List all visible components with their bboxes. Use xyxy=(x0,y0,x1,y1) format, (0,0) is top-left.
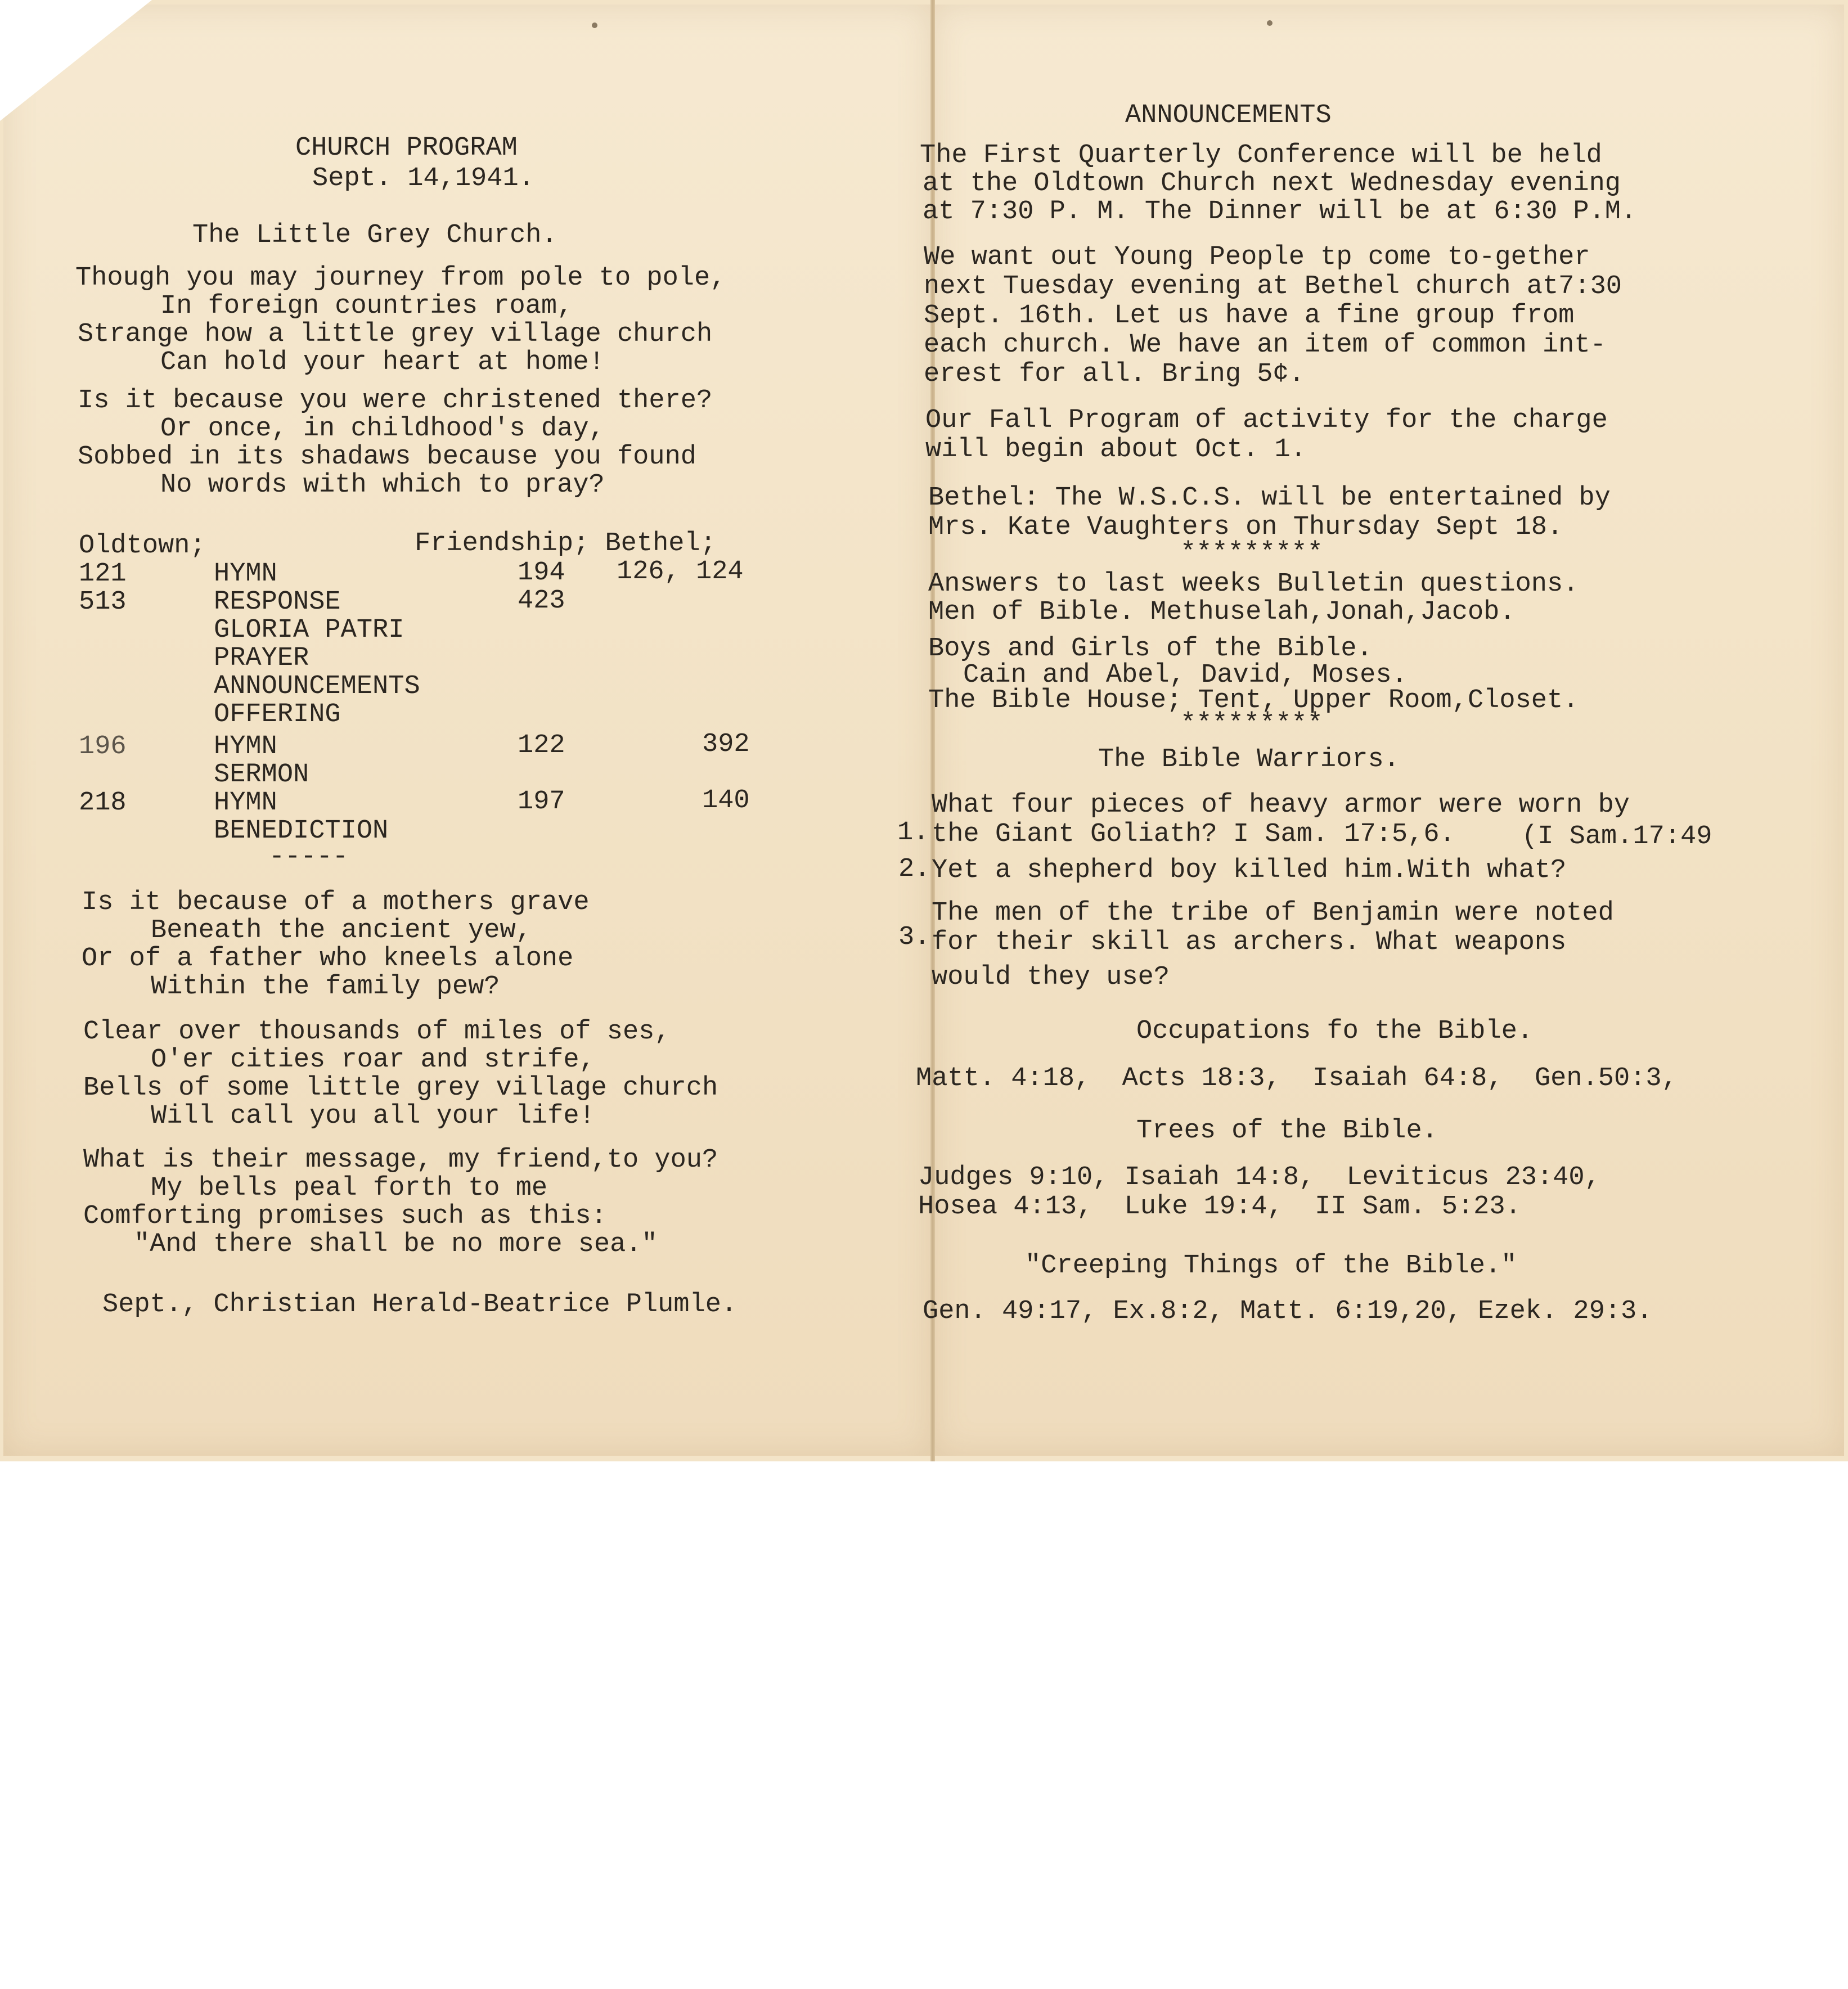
star-divider: ********* xyxy=(1180,709,1323,739)
question-reference: (I Sam.17:49 xyxy=(1522,822,1712,852)
question-line: Yet a shepherd boy killed him.With what? xyxy=(932,856,1567,885)
announcements-heading: ANNOUNCEMENTS xyxy=(1125,101,1332,130)
paper-spot xyxy=(592,22,597,28)
occupations-title: Occupations fo the Bible. xyxy=(1136,1016,1534,1046)
friendship-hymn-number: 197 xyxy=(518,787,565,817)
poem-line: Bells of some little grey village church xyxy=(83,1073,718,1103)
poem-line: Is it because you were christened there? xyxy=(78,386,713,416)
question-number: 1. xyxy=(897,818,929,848)
friendship-hymn-number: 423 xyxy=(518,586,565,616)
friendship-hymn-number: 122 xyxy=(518,731,565,760)
service-item: RESPONSE xyxy=(214,587,341,617)
question-number: 2. xyxy=(898,854,930,884)
announcement-line: We want out Young People tp come to-gether xyxy=(924,242,1590,272)
creeping-things-references: Gen. 49:17, Ex.8:2, Matt. 6:19,20, Ezek. 29:3. xyxy=(923,1297,1653,1326)
service-item: PRAYER xyxy=(214,644,309,673)
poem-line: My bells peal forth to me xyxy=(151,1173,548,1203)
answers-line: Cain and Abel, David, Moses. xyxy=(963,660,1408,690)
poem-line: Can hold your heart at home! xyxy=(160,348,605,377)
bethel-hymn-number: 392 xyxy=(702,730,750,759)
announcement-line: Mrs. Kate Vaughters on Thursday Sept 18. xyxy=(928,512,1563,542)
program-title: CHURCH PROGRAM xyxy=(295,133,518,163)
question-line: for their skill as archers. What weapons xyxy=(932,928,1567,957)
poem-line: What is their message, my friend,to you? xyxy=(83,1145,718,1175)
poem-line: Though you may journey from pole to pole, xyxy=(75,263,726,293)
bethel-hymn-number: 126, 124 xyxy=(617,557,744,587)
oldtown-hymn-number: 218 xyxy=(79,788,127,818)
announcement-line: Our Fall Program of activity for the charge xyxy=(925,406,1608,435)
poem-line: Comforting promises such as this: xyxy=(83,1202,607,1231)
poem-line: Or once, in childhood's day, xyxy=(160,414,605,444)
trees-title: Trees of the Bible. xyxy=(1136,1116,1438,1146)
answers-line: The Bible House; Tent, Upper Room,Closet. xyxy=(928,686,1579,716)
service-item: HYMN xyxy=(214,559,277,589)
trees-references: Judges 9:10, Isaiah 14:8, Leviticus 23:40, xyxy=(918,1163,1600,1192)
friendship-hymn-number: 194 xyxy=(518,558,565,588)
column-header-oldtown: Oldtown; xyxy=(79,531,206,561)
announcement-line: erest for all. Bring 5¢. xyxy=(924,359,1305,389)
poem-line: Will call you all your life! xyxy=(151,1101,595,1131)
trees-references: Hosea 4:13, Luke 19:4, II Sam. 5:23. xyxy=(918,1192,1521,1222)
poem-line: Sobbed in its shadaws because you found xyxy=(78,442,696,472)
answers-line: Answers to last weeks Bulletin questions. xyxy=(928,569,1579,599)
service-item: SERMON xyxy=(214,760,309,790)
poem-line: Clear over thousands of miles of ses, xyxy=(83,1017,671,1047)
service-item: OFFERING xyxy=(214,700,341,730)
service-item: BENEDICTION xyxy=(214,816,389,846)
question-line: the Giant Goliath? I Sam. 17:5,6. xyxy=(932,820,1455,849)
section-divider: ----- xyxy=(269,842,349,872)
bethel-hymn-number: 140 xyxy=(702,786,750,816)
answers-line: Boys and Girls of the Bible. xyxy=(928,634,1373,664)
poem-line: No words with which to pray? xyxy=(160,470,605,500)
announcement-line: will begin about Oct. 1. xyxy=(925,435,1306,465)
star-divider: ********* xyxy=(1180,538,1323,568)
announcement-line: at 7:30 P. M. The Dinner will be at 6:30 P.M. xyxy=(923,197,1637,227)
program-date: Sept. 14,1941. xyxy=(312,164,534,194)
question-number: 3. xyxy=(898,922,930,952)
service-item: ANNOUNCEMENTS xyxy=(214,672,420,701)
oldtown-hymn-number: 121 xyxy=(79,559,127,589)
poem-credit: Sept., Christian Herald-Beatrice Plumle. xyxy=(102,1290,738,1320)
creeping-things-title: "Creeping Things of the Bible." xyxy=(1025,1251,1517,1281)
poem-line: O'er cities roar and strife, xyxy=(151,1045,595,1075)
service-item: HYMN xyxy=(214,732,277,762)
announcement-line: The First Quarterly Conference will be held xyxy=(920,141,1602,170)
occupations-references: Matt. 4:18, Acts 18:3, Isaiah 64:8, Gen.50:3, xyxy=(916,1064,1678,1094)
announcement-line: next Tuesday evening at Bethel church at7:30 xyxy=(924,272,1622,302)
announcement-line: each church. We have an item of common int- xyxy=(924,330,1606,360)
poem-line: Within the family pew? xyxy=(151,972,500,1002)
announcement-line: Sept. 16th. Let us have a fine group from xyxy=(924,301,1575,331)
poem-title: The Little Grey Church. xyxy=(192,220,557,250)
poem-line: Or of a father who kneels alone xyxy=(82,944,574,974)
announcement-line: at the Oldtown Church next Wednesday evening xyxy=(923,169,1621,199)
question-line: What four pieces of heavy armor were worn by xyxy=(932,790,1630,820)
answers-line: Men of Bible. Methuselah,Jonah,Jacob. xyxy=(928,597,1516,627)
service-item: GLORIA PATRI xyxy=(214,615,404,645)
poem-line: In foreign countries roam, xyxy=(160,291,573,321)
service-item: HYMN xyxy=(214,788,277,818)
oldtown-hymn-number: 513 xyxy=(79,587,127,617)
bible-warriors-title: The Bible Warriors. xyxy=(1098,745,1400,775)
paper-spot xyxy=(1267,20,1273,26)
announcement-line: Bethel: The W.S.C.S. will be entertained by xyxy=(928,483,1611,513)
column-header-friendship-bethel: Friendship; Bethel; xyxy=(415,529,716,559)
poem-line: Strange how a little grey village church xyxy=(78,320,713,349)
question-line: would they use? xyxy=(932,962,1170,992)
oldtown-hymn-number: 196 xyxy=(79,732,127,762)
poem-line: Is it because of a mothers grave xyxy=(82,888,590,917)
question-line: The men of the tribe of Benjamin were noted xyxy=(932,898,1614,928)
poem-line: Beneath the ancient yew, xyxy=(151,916,532,946)
poem-line: "And there shall be no more sea." xyxy=(134,1230,658,1259)
